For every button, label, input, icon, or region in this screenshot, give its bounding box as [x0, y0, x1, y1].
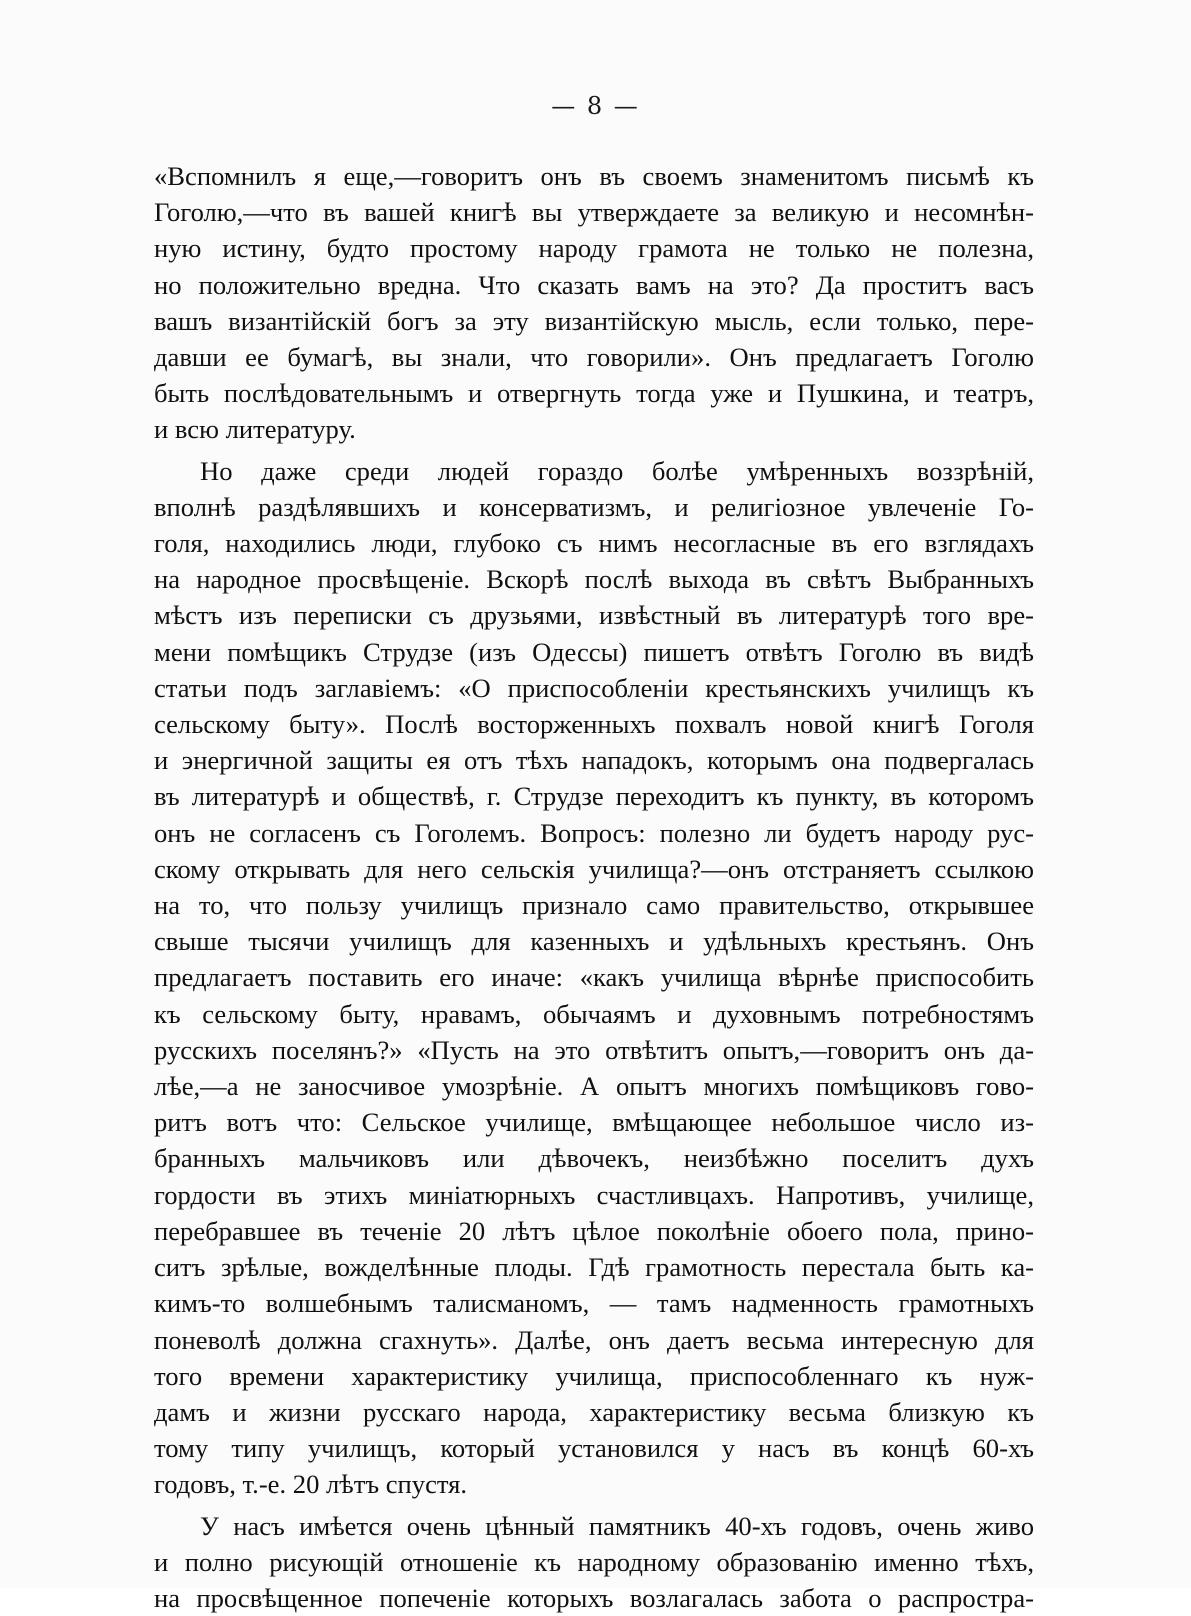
text-line: Гоголю,—что въ вашей книгѣ вы утверждаете за великую и несомнѣн-: [154, 197, 1034, 228]
text-line: того времени характеристику училища, приспособленнаго къ нуж-: [154, 1360, 1034, 1391]
text-line: на просвѣщенное попеченіе которыхъ возлагалась забота о распростра-: [154, 1582, 1034, 1613]
text-line: тому типу училищъ, который установился у насъ въ концѣ 60-хъ: [154, 1433, 1034, 1464]
text-line: кимъ-то волшебнымъ талисманомъ, — тамъ надменность грамотныхъ: [154, 1288, 1034, 1319]
text-line: быть послѣдовательнымъ и отвергнуть тогда уже и Пушкина, и театръ,: [154, 378, 1034, 409]
text-line: У насъ имѣется очень цѣнный памятникъ 40-хъ годовъ, очень живо: [200, 1510, 1034, 1541]
text-line: и энергичной защиты ея отъ тѣхъ нападокъ, которымъ она подвергалась: [154, 745, 1034, 776]
text-line: мени помѣщикъ Струдзе (изъ Одессы) пишетъ отвѣтъ Гоголю въ видѣ: [154, 636, 1034, 667]
text-line: Но даже среди людей гораздо болѣе умѣренныхъ воззрѣній,: [200, 455, 1034, 486]
text-line: къ сельскому быту, нравамъ, обычаямъ и духовнымъ потребностямъ: [154, 998, 1034, 1029]
text-line: и всю литературу.: [154, 414, 356, 445]
text-line: ритъ вотъ что: Сельское училище, вмѣщающее небольшое число из-: [154, 1107, 1034, 1138]
text-line: перебравшее въ теченіе 20 лѣтъ цѣлое поколѣніе обоего пола, прино-: [154, 1215, 1034, 1246]
text-line: русскихъ поселянъ?» «Пусть на это отвѣтитъ опытъ,—говоритъ онъ да-: [154, 1034, 1034, 1065]
text-line: дамъ и жизни русскаго народа, характеристику весьма близкую къ: [154, 1396, 1034, 1427]
text-line: бранныхъ мальчиковъ или дѣвочекъ, неизбѣжно поселитъ духъ: [154, 1143, 1034, 1174]
text-line: мѣстъ изъ переписки съ друзьями, извѣстный въ литературѣ того вре-: [154, 600, 1034, 631]
text-line: сельскому быту». Послѣ восторженныхъ похвалъ новой книгѣ Гоголя: [154, 709, 1034, 740]
text-line: скому открывать для него сельскія училища?—онъ отстраняетъ ссылкою: [154, 853, 1034, 884]
paragraph-3: [154, 1508, 1034, 1616]
text-line: на народное просвѣщеніе. Вскорѣ послѣ выхода въ свѣтъ Выбранныхъ: [154, 564, 1034, 595]
page-number: — 8 —: [551, 92, 640, 120]
text-line: гордости въ этихъ миніатюрныхъ счастливцахъ. Напротивъ, училище,: [154, 1179, 1034, 1210]
text-line: въ литературѣ и обществѣ, г. Струдзе переходитъ къ пункту, въ которомъ: [154, 781, 1034, 812]
text-line: и полно рисующій отношеніе къ народному образованію именно тѣхъ,: [154, 1546, 1034, 1577]
text-line: предлагаетъ поставить его иначе: «какъ училища вѣрнѣе приспособить: [154, 962, 1034, 993]
text-line: годовъ, т.-е. 20 лѣтъ спустя.: [154, 1469, 468, 1500]
paragraph-2: [154, 453, 1034, 1503]
text-line: голя, находились люди, глубоко съ нимъ несогласные въ его взглядахъ: [154, 528, 1034, 559]
text-line: поневолѣ должна сгахнуть». Далѣе, онъ даетъ весьма интересную для: [154, 1324, 1034, 1355]
text-line: онъ не согласенъ съ Гоголемъ. Вопросъ: полезно ли будетъ народу рус-: [154, 817, 1034, 848]
text-line: статьи подъ заглавіемъ: «О приспособленіи крестьянскихъ училищъ къ: [154, 672, 1034, 703]
body-text: [154, 158, 1034, 1616]
text-line: на то, что пользу училищъ признало само правительство, открывшее: [154, 890, 1034, 921]
text-line: свыше тысячи училищъ для казенныхъ и удѣльныхъ крестьянъ. Онъ: [154, 926, 1034, 957]
paragraph-1: [154, 158, 1034, 448]
text-line: но положительно вредна. Что сказать вамъ на это? Да проститъ васъ: [154, 269, 1034, 300]
text-line: давши ее бумагѣ, вы знали, что говорили». Онъ предлагаетъ Гоголю: [154, 342, 1034, 373]
text-line: ситъ зрѣлые, вожделѣнные плоды. Гдѣ грамотность перестала быть ка-: [154, 1252, 1034, 1283]
text-line: вполнѣ раздѣлявшихъ и консерватизмъ, и религіозное увлеченіе Го-: [154, 491, 1034, 522]
text-line: ную истину, будто простому народу грамота не только не полезна,: [154, 233, 1034, 264]
text-line: вашъ византійскій богъ за эту византійскую мысль, если только, пере-: [154, 305, 1034, 336]
text-line: «Вспомнилъ я еще,—говоритъ онъ въ своемъ знаменитомъ письмѣ къ: [154, 161, 1034, 191]
text-line: лѣе,—а не заносчивое умозрѣніе. А опытъ многихъ помѣщиковъ гово-: [154, 1071, 1034, 1102]
